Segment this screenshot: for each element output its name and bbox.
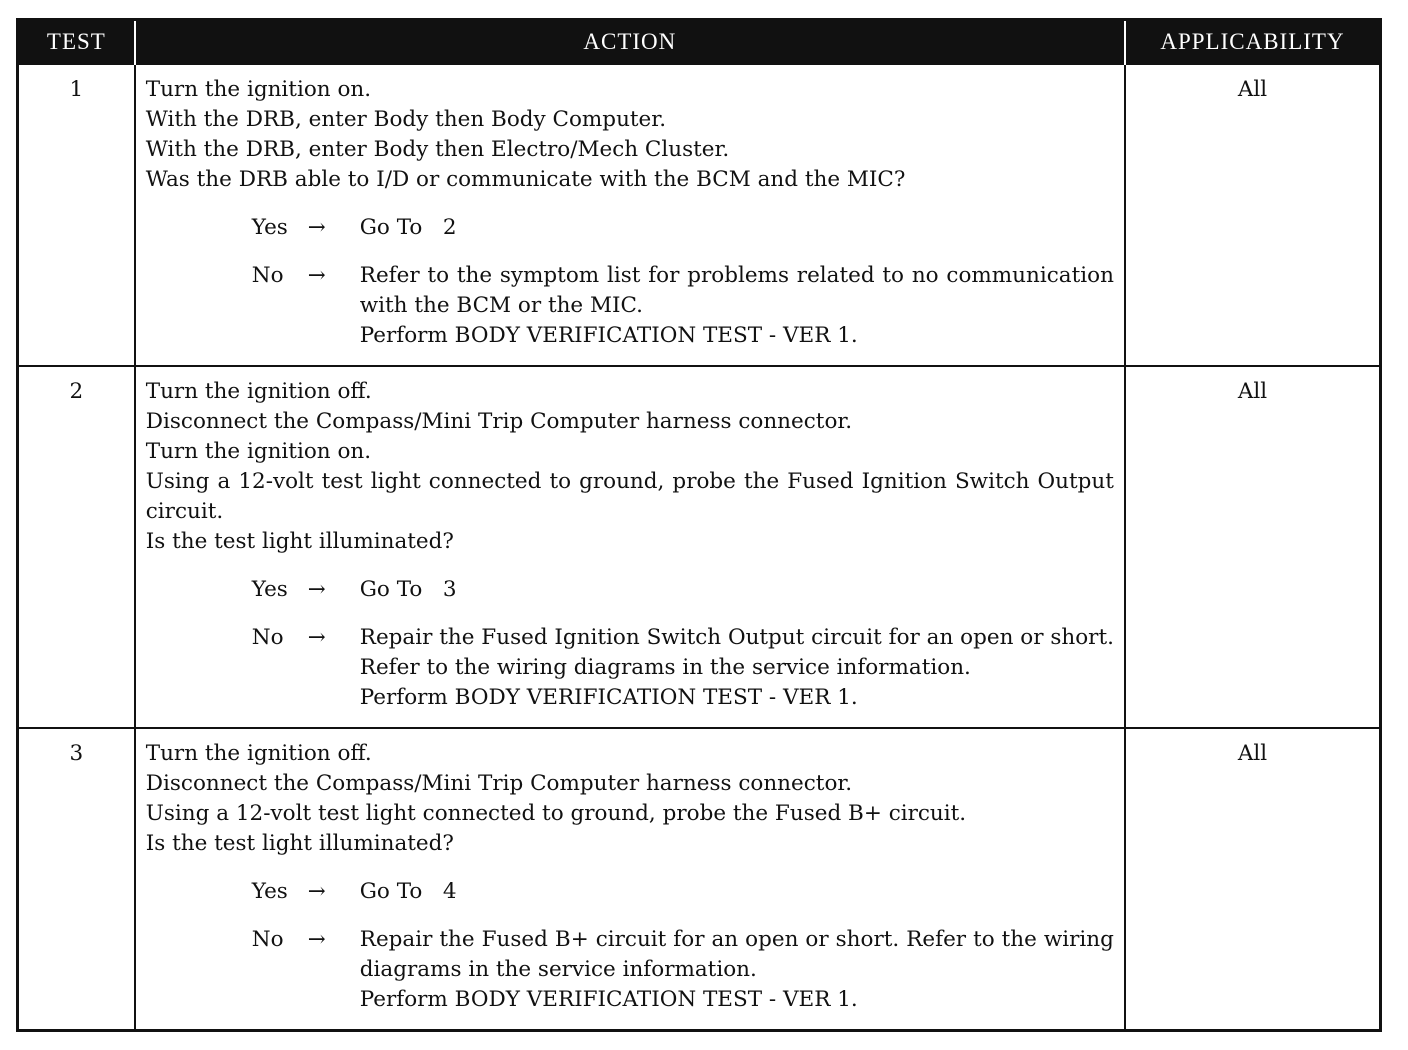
no-result	[360, 925, 1114, 1015]
action-step: Turn the ignition off.	[145, 379, 372, 404]
header-action: ACTION	[135, 20, 1125, 65]
yes-branch	[252, 575, 1114, 605]
action-step: Turn the ignition on.	[145, 439, 372, 464]
verification-text: Perform BODY VERIFICATION TEST - VER 1.	[359, 323, 858, 348]
applicability-value: All	[1125, 728, 1381, 1030]
action-step: Disconnect the Compass/Mini Trip Computer harness connector.	[145, 409, 853, 434]
table-row	[18, 64, 1381, 366]
action-step: Turn the ignition off.	[145, 741, 372, 766]
arrow-icon: →	[307, 263, 326, 288]
header-applicability: APPLICABILITY	[1125, 20, 1381, 65]
no-branch	[252, 623, 1114, 713]
test-number: 3	[18, 728, 135, 1030]
applicability-value: All	[1125, 64, 1381, 366]
verification-text: Perform BODY VERIFICATION TEST - VER 1.	[359, 987, 858, 1012]
table-row	[18, 366, 1381, 728]
no-branch	[252, 925, 1114, 1015]
no-label: No	[251, 927, 284, 952]
no-result-text: Refer to the symptom list for problems related to no communication with the BCM or the MIC.	[359, 263, 1114, 318]
no-result-text: Repair the Fused B+ circuit for an open or short. Refer to the wiring diagrams in the service information.	[359, 927, 1114, 982]
test-number: 2	[18, 366, 135, 728]
action-cell	[135, 366, 1125, 728]
arrow-icon: →	[307, 927, 326, 952]
verification-text: Perform BODY VERIFICATION TEST - VER 1.	[359, 685, 858, 710]
action-step: Turn the ignition on.	[145, 77, 372, 102]
yes-result: Go To 2	[359, 215, 457, 240]
no-label: No	[251, 263, 284, 288]
no-branch	[252, 261, 1114, 351]
no-label: No	[251, 625, 284, 650]
yes-label: Yes	[251, 215, 288, 240]
action-step: Disconnect the Compass/Mini Trip Computer harness connector.	[145, 771, 853, 796]
yes-label: Yes	[251, 577, 288, 602]
yes-label: Yes	[251, 879, 288, 904]
yes-branch	[252, 877, 1114, 907]
action-step: Using a 12-volt test light connected to ground, probe the Fused Ignition Switch Output circuit.	[145, 469, 1114, 524]
no-result	[360, 261, 1114, 351]
yes-branch	[252, 213, 1114, 243]
test-number: 1	[18, 64, 135, 366]
arrow-icon: →	[307, 215, 326, 240]
table-row	[18, 728, 1381, 1030]
diagnostic-test-table	[16, 18, 1382, 1032]
action-question: Was the DRB able to I/D or communicate with the BCM and the MIC?	[145, 167, 906, 192]
header-row	[18, 20, 1381, 65]
applicability-value: All	[1125, 366, 1381, 728]
arrow-icon: →	[307, 879, 326, 904]
arrow-icon: →	[307, 577, 326, 602]
action-step: With the DRB, enter Body then Electro/Mech Cluster.	[145, 137, 730, 162]
action-cell	[135, 728, 1125, 1030]
action-question: Is the test light illuminated?	[145, 831, 454, 856]
arrow-icon: →	[307, 625, 326, 650]
no-result-text: Repair the Fused Ignition Switch Output circuit for an open or short. Refer to the wiring diagrams in the service information.	[359, 625, 1114, 680]
yes-result: Go To 3	[359, 577, 457, 602]
action-cell	[135, 64, 1125, 366]
action-step: With the DRB, enter Body then Body Computer.	[145, 107, 667, 132]
header-test: TEST	[18, 20, 135, 65]
yes-result: Go To 4	[359, 879, 457, 904]
action-question: Is the test light illuminated?	[145, 529, 454, 554]
action-step: Using a 12-volt test light connected to ground, probe the Fused B+ circuit.	[145, 801, 967, 826]
no-result	[360, 623, 1114, 713]
